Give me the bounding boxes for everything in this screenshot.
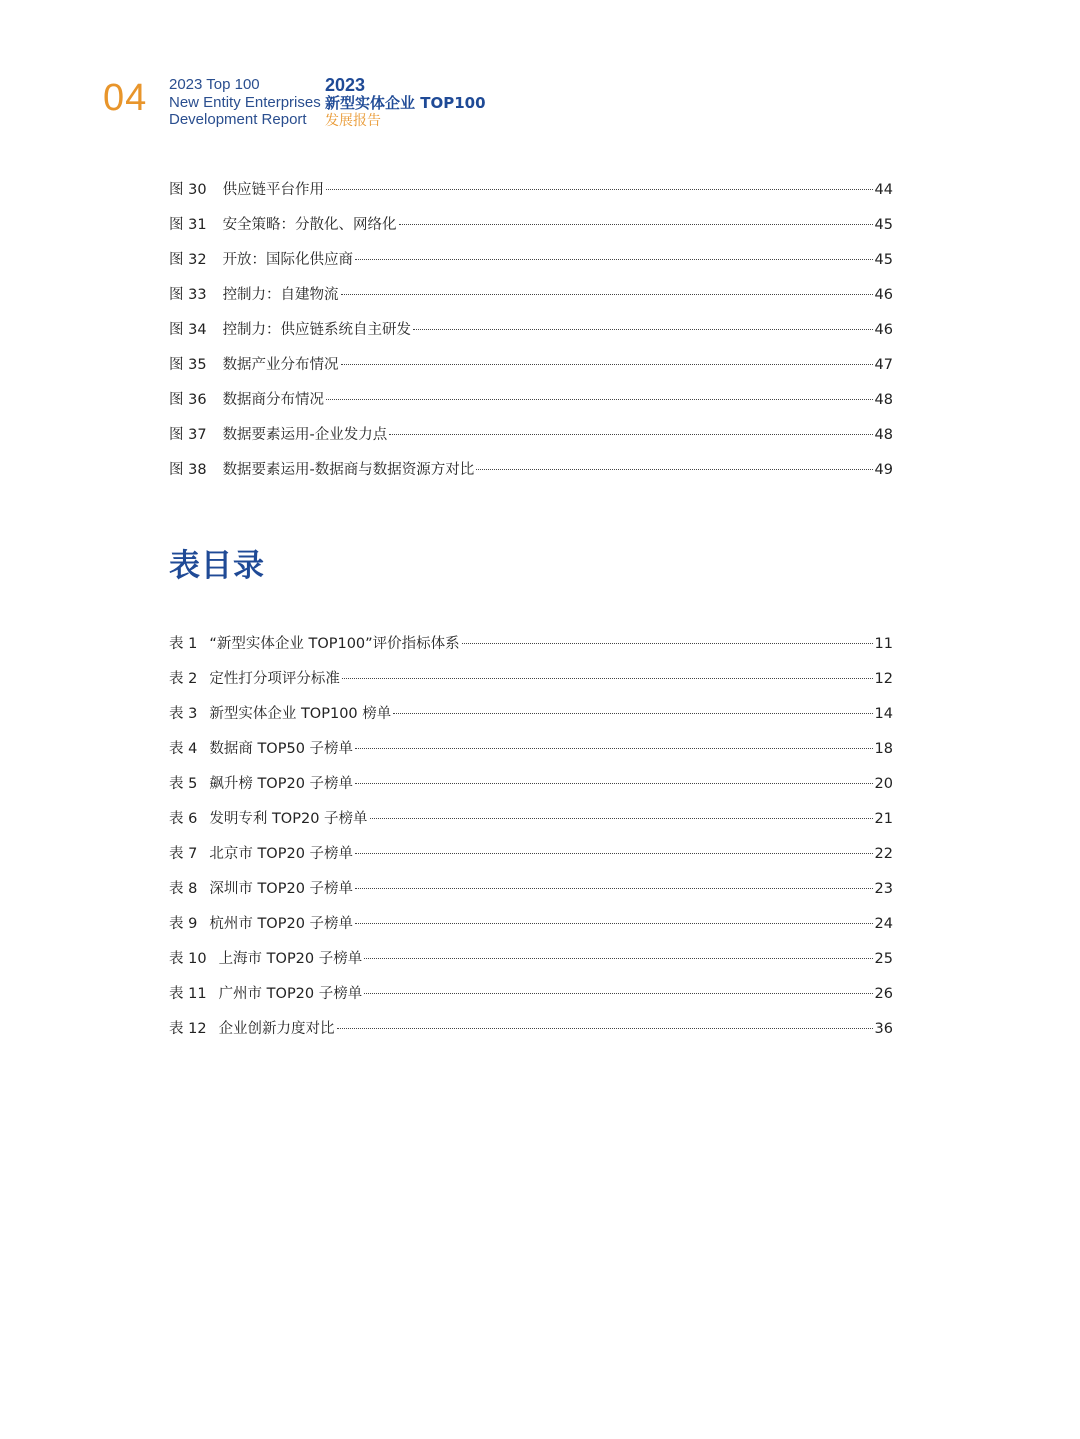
table-number: 表 6: [169, 811, 198, 827]
table-number: 表 5: [169, 776, 198, 792]
table-title: 定性打分项评分标准: [209, 671, 340, 687]
figure-number: 图 32: [169, 252, 207, 268]
dot-leader: [476, 469, 872, 470]
figure-row[interactable]: [169, 458, 893, 493]
figure-number: 图 30: [169, 182, 207, 198]
report-year: 2023: [325, 75, 366, 95]
table-page-number: 26: [874, 986, 893, 1002]
table-page-number: 23: [874, 881, 893, 897]
figure-title: 数据要素运用-数据商与数据资源方对比: [222, 462, 475, 478]
figure-number: 图 34: [169, 322, 207, 338]
figure-number: 图 35: [169, 357, 207, 373]
figure-number: 图 38: [169, 462, 207, 478]
table-row[interactable]: [169, 842, 893, 877]
figure-row[interactable]: [169, 423, 893, 458]
figure-entry-label: [169, 178, 324, 199]
table-row[interactable]: [169, 737, 893, 772]
table-row[interactable]: [169, 877, 893, 912]
table-page-number: 18: [874, 741, 893, 757]
figure-title: 安全策略：分散化、网络化: [222, 217, 397, 233]
dot-leader: [326, 399, 872, 400]
dot-leader: [355, 853, 873, 854]
figure-entry-label: [169, 248, 353, 269]
figure-page-number: 44: [874, 182, 893, 198]
figure-page-number: 48: [874, 427, 893, 443]
table-title: 飙升榜 TOP20 子榜单: [209, 776, 354, 792]
table-title: 新型实体企业 TOP100 榜单: [209, 706, 392, 722]
table-title: 企业创新力度对比: [218, 1021, 335, 1037]
figure-title: 数据要素运用-企业发力点: [222, 427, 388, 443]
figure-row[interactable]: [169, 283, 893, 318]
table-row[interactable]: [169, 632, 893, 667]
dot-leader: [326, 189, 872, 190]
figure-entry-label: [169, 353, 339, 374]
figure-entry-label: [169, 283, 339, 304]
dot-leader: [399, 224, 873, 225]
figure-row[interactable]: [169, 213, 893, 248]
figure-page-number: 45: [874, 252, 893, 268]
table-title: “新型实体企业 TOP100”评价指标体系: [209, 636, 460, 652]
table-entry-label: [169, 667, 340, 688]
table-title: 北京市 TOP20 子榜单: [209, 846, 354, 862]
table-row[interactable]: [169, 702, 893, 737]
figure-row[interactable]: [169, 353, 893, 388]
table-number: 表 8: [169, 881, 198, 897]
dot-leader: [355, 259, 872, 260]
dot-leader: [393, 713, 872, 714]
table-number: 表 11: [169, 986, 207, 1002]
report-title-english: [169, 76, 321, 129]
table-page-number: 20: [874, 776, 893, 792]
table-page-number: 25: [874, 951, 893, 967]
figure-title: 数据产业分布情况: [222, 357, 339, 373]
table-entry-label: [169, 842, 353, 863]
table-row[interactable]: [169, 1017, 893, 1052]
table-section-title: 表目录: [169, 548, 265, 584]
figure-number: 图 37: [169, 427, 207, 443]
table-row[interactable]: [169, 912, 893, 947]
table-entry-label: [169, 1017, 335, 1038]
dot-leader: [355, 923, 873, 924]
dot-leader: [355, 748, 873, 749]
dot-leader: [389, 434, 872, 435]
table-number: 表 3: [169, 706, 198, 722]
table-title: 深圳市 TOP20 子榜单: [209, 881, 354, 897]
figure-entry-label: [169, 423, 387, 444]
table-row[interactable]: [169, 667, 893, 702]
table-row[interactable]: [169, 982, 893, 1017]
dot-leader: [341, 364, 873, 365]
figure-entry-label: [169, 388, 324, 409]
table-number: 表 1: [169, 636, 198, 652]
figure-title: 供应链平台作用: [222, 182, 325, 198]
report-title-chinese: [325, 76, 486, 131]
dot-leader: [355, 888, 873, 889]
report-name-cn: 新型实体企业 TOP100: [325, 94, 486, 112]
table-title: 广州市 TOP20 子榜单: [218, 986, 363, 1002]
figure-entry-label: [169, 213, 397, 234]
figure-title: 数据商分布情况: [222, 392, 325, 408]
table-page-number: 14: [874, 706, 893, 722]
table-row[interactable]: [169, 807, 893, 842]
table-number: 表 12: [169, 1021, 207, 1037]
figure-row[interactable]: [169, 178, 893, 213]
figure-title: 开放：国际化供应商: [222, 252, 354, 268]
figure-number: 图 31: [169, 217, 207, 233]
dot-leader: [337, 1028, 873, 1029]
table-page-number: 36: [874, 1021, 893, 1037]
table-title: 数据商 TOP50 子榜单: [209, 741, 354, 757]
figure-page-number: 46: [874, 322, 893, 338]
dot-leader: [341, 294, 873, 295]
table-row[interactable]: [169, 947, 893, 982]
figure-entry-label: [169, 318, 411, 339]
table-title: 发明专利 TOP20 子榜单: [209, 811, 368, 827]
figure-title: 控制力：自建物流: [222, 287, 339, 303]
table-list: [169, 632, 893, 1052]
figure-row[interactable]: [169, 318, 893, 353]
table-entry-label: [169, 912, 353, 933]
table-number: 表 2: [169, 671, 198, 687]
figure-page-number: 46: [874, 287, 893, 303]
figure-page-number: 45: [874, 217, 893, 233]
dot-leader: [370, 818, 873, 819]
table-number: 表 7: [169, 846, 198, 862]
figure-entry-label: [169, 458, 474, 479]
table-page-number: 12: [874, 671, 893, 687]
figure-list: [169, 178, 893, 493]
table-entry-label: [169, 807, 368, 828]
table-title: 上海市 TOP20 子榜单: [218, 951, 363, 967]
table-entry-label: [169, 702, 391, 723]
table-page-number: 24: [874, 916, 893, 932]
table-number: 表 10: [169, 951, 207, 967]
figure-row[interactable]: [169, 388, 893, 423]
table-row[interactable]: [169, 772, 893, 807]
dot-leader: [364, 993, 872, 994]
table-number: 表 9: [169, 916, 198, 932]
table-entry-label: [169, 982, 362, 1003]
report-title-en-line3: Development Report: [169, 111, 307, 128]
table-title: 杭州市 TOP20 子榜单: [209, 916, 354, 932]
figure-page-number: 49: [874, 462, 893, 478]
dot-leader: [364, 958, 872, 959]
report-subtitle-cn: 发展报告: [325, 113, 381, 129]
table-entry-label: [169, 737, 353, 758]
table-entry-label: [169, 632, 460, 653]
page-number: 04: [103, 77, 148, 119]
table-page-number: 22: [874, 846, 893, 862]
figure-title: 控制力：供应链系统自主研发: [222, 322, 412, 338]
table-entry-label: [169, 772, 353, 793]
table-page-number: 21: [874, 811, 893, 827]
table-page-number: 11: [874, 636, 893, 652]
report-title-en-line2: New Entity Enterprises: [169, 93, 321, 111]
figure-page-number: 47: [874, 357, 893, 373]
table-entry-label: [169, 947, 362, 968]
figure-number: 图 36: [169, 392, 207, 408]
report-title-en-line1: 2023 Top 100: [169, 76, 260, 93]
dot-leader: [462, 643, 873, 644]
dot-leader: [342, 678, 873, 679]
figure-number: 图 33: [169, 287, 207, 303]
table-entry-label: [169, 877, 353, 898]
dot-leader: [413, 329, 872, 330]
table-number: 表 4: [169, 741, 198, 757]
figure-page-number: 48: [874, 392, 893, 408]
dot-leader: [355, 783, 873, 784]
figure-row[interactable]: [169, 248, 893, 283]
